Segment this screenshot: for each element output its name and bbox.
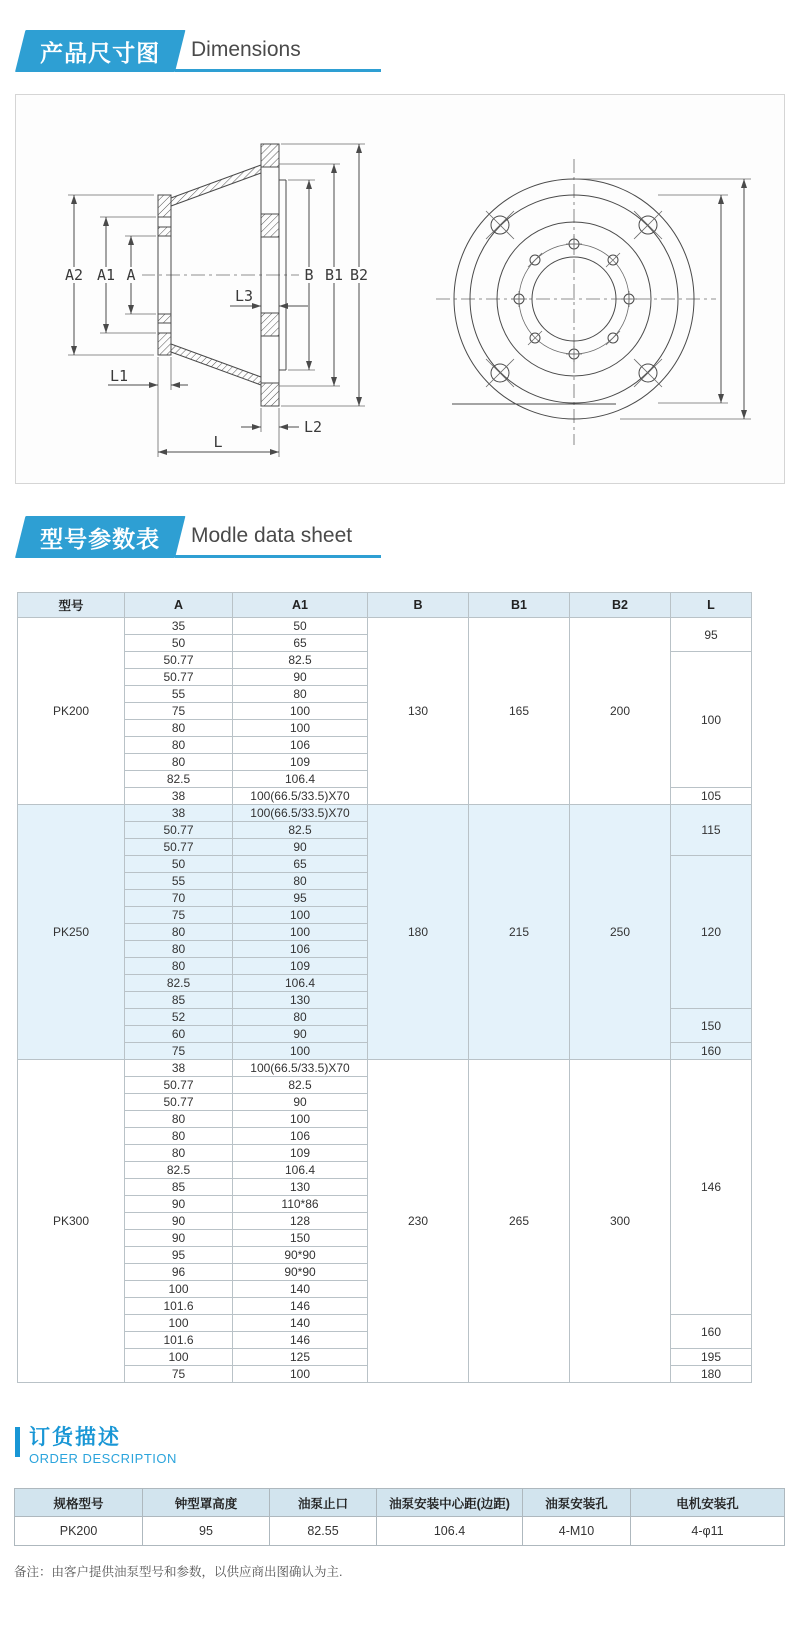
value-b: 130 (368, 618, 469, 805)
value-l: 180 (671, 1366, 752, 1383)
value-a1: 106 (233, 941, 368, 958)
order-description-table (14, 1488, 785, 1546)
order-value: 95 (143, 1517, 270, 1546)
value-a: 85 (125, 992, 233, 1009)
dim-label-a: A (126, 266, 136, 284)
table-row (18, 618, 752, 635)
column-header: A (125, 593, 233, 618)
dim-label-b2: B2 (349, 266, 369, 284)
value-b1: 265 (469, 1060, 570, 1383)
value-b2: 250 (570, 805, 671, 1060)
value-a1: 100 (233, 1043, 368, 1060)
value-a1: 106.4 (233, 1162, 368, 1179)
section-title-en: Modle data sheet (191, 523, 353, 547)
value-a: 80 (125, 1111, 233, 1128)
dim-label-b: B (304, 266, 314, 284)
value-a1: 110*86 (233, 1196, 368, 1213)
value-a: 50.77 (125, 822, 233, 839)
order-value: PK200 (15, 1517, 143, 1546)
value-a1: 80 (233, 686, 368, 703)
value-l: 100 (671, 652, 752, 788)
value-a1: 106 (233, 737, 368, 754)
value-a: 80 (125, 720, 233, 737)
section-header-order (15, 1425, 800, 1468)
column-header: B2 (570, 593, 671, 618)
value-b1: 215 (469, 805, 570, 1060)
column-header: B1 (469, 593, 570, 618)
value-a1: 150 (233, 1230, 368, 1247)
value-a1: 82.5 (233, 1077, 368, 1094)
column-header: L (671, 593, 752, 618)
value-a: 82.5 (125, 1162, 233, 1179)
value-a: 101.6 (125, 1298, 233, 1315)
value-a: 80 (125, 1128, 233, 1145)
dim-label-l1: L1 (109, 367, 129, 385)
value-a1: 140 (233, 1281, 368, 1298)
value-a: 75 (125, 907, 233, 924)
value-a: 96 (125, 1264, 233, 1281)
value-a1: 82.5 (233, 652, 368, 669)
value-a: 55 (125, 686, 233, 703)
value-a1: 80 (233, 1009, 368, 1026)
value-a1: 106.4 (233, 975, 368, 992)
value-a: 38 (125, 788, 233, 805)
value-a: 35 (125, 618, 233, 635)
bell-housing-drawing (16, 95, 784, 483)
value-a: 101.6 (125, 1332, 233, 1349)
value-a: 50.77 (125, 839, 233, 856)
value-a1: 90 (233, 839, 368, 856)
value-a: 80 (125, 1145, 233, 1162)
value-l: 195 (671, 1349, 752, 1366)
value-a1: 128 (233, 1213, 368, 1230)
column-header: B (368, 593, 469, 618)
value-a: 60 (125, 1026, 233, 1043)
order-table-header-row (15, 1489, 785, 1517)
value-a: 100 (125, 1349, 233, 1366)
value-l: 120 (671, 856, 752, 1009)
value-a1: 130 (233, 992, 368, 1009)
value-l: 160 (671, 1315, 752, 1349)
value-b: 230 (368, 1060, 469, 1383)
section-flag (15, 516, 185, 558)
value-a: 50.77 (125, 652, 233, 669)
value-a: 52 (125, 1009, 233, 1026)
value-a1: 140 (233, 1315, 368, 1332)
value-a: 80 (125, 737, 233, 754)
value-a: 75 (125, 703, 233, 720)
order-table-body (15, 1517, 785, 1546)
section-underline (175, 30, 381, 72)
order-title-en: ORDER DESCRIPTION (29, 1451, 177, 1467)
value-a1: 100 (233, 907, 368, 924)
value-a: 90 (125, 1213, 233, 1230)
dim-label-a2: A2 (64, 266, 84, 284)
value-a: 80 (125, 941, 233, 958)
dim-label-a1: A1 (96, 266, 116, 284)
column-header: 规格型号 (15, 1489, 143, 1517)
dim-label-b1: B1 (324, 266, 344, 284)
value-a1: 130 (233, 1179, 368, 1196)
column-header: 型号 (18, 593, 125, 618)
value-a1: 65 (233, 856, 368, 873)
value-a: 90 (125, 1196, 233, 1213)
column-header: 油泵安装中心距(边距) (377, 1489, 523, 1517)
value-a: 38 (125, 805, 233, 822)
value-a: 85 (125, 1179, 233, 1196)
value-a1: 125 (233, 1349, 368, 1366)
value-a1: 100 (233, 924, 368, 941)
value-l: 95 (671, 618, 752, 652)
value-a: 70 (125, 890, 233, 907)
value-l: 150 (671, 1009, 752, 1043)
value-a1: 100(66.5/33.5)X70 (233, 788, 368, 805)
value-a: 80 (125, 924, 233, 941)
value-b2: 300 (570, 1060, 671, 1383)
section-title-zh: 型号参数表 (40, 525, 161, 552)
value-l: 105 (671, 788, 752, 805)
value-a: 50.77 (125, 1094, 233, 1111)
value-a1: 100 (233, 703, 368, 720)
value-a1: 109 (233, 958, 368, 975)
column-header: A1 (233, 593, 368, 618)
value-a1: 90 (233, 669, 368, 686)
value-a: 75 (125, 1366, 233, 1383)
model-table-wrap (17, 592, 800, 1383)
value-a1: 106 (233, 1128, 368, 1145)
section-underline (175, 516, 381, 558)
model-cell: PK250 (18, 805, 125, 1060)
side-section-view (60, 144, 371, 457)
value-l: 146 (671, 1060, 752, 1315)
table-row (15, 1517, 785, 1546)
value-a1: 100 (233, 720, 368, 737)
column-header: 油泵止口 (270, 1489, 377, 1517)
model-data-table (17, 592, 752, 1383)
value-a1: 100(66.5/33.5)X70 (233, 805, 368, 822)
value-a1: 80 (233, 873, 368, 890)
value-a1: 109 (233, 1145, 368, 1162)
value-a1: 95 (233, 890, 368, 907)
model-cell: PK300 (18, 1060, 125, 1383)
value-a1: 100 (233, 1111, 368, 1128)
value-a: 50.77 (125, 1077, 233, 1094)
value-a1: 100(66.5/33.5)X70 (233, 1060, 368, 1077)
front-view (436, 159, 751, 445)
dim-label-l3: L3 (234, 287, 254, 305)
value-a: 75 (125, 1043, 233, 1060)
value-a1: 90*90 (233, 1247, 368, 1264)
footer-note: 备注：由客户提供油泵型号和参数，以供应商出图确认为主. (14, 1565, 343, 1580)
value-a: 80 (125, 958, 233, 975)
order-value: 106.4 (377, 1517, 523, 1546)
order-title-zh: 订货描述 (29, 1426, 121, 1449)
order-value: 82.55 (270, 1517, 377, 1546)
value-a1: 50 (233, 618, 368, 635)
value-a1: 90 (233, 1094, 368, 1111)
value-a1: 90*90 (233, 1264, 368, 1281)
value-a: 82.5 (125, 771, 233, 788)
value-a1: 90 (233, 1026, 368, 1043)
value-a: 80 (125, 754, 233, 771)
value-a: 38 (125, 1060, 233, 1077)
order-value: 4-M10 (523, 1517, 631, 1546)
order-value: 4-φ11 (631, 1517, 785, 1546)
value-a1: 146 (233, 1332, 368, 1349)
value-a1: 65 (233, 635, 368, 652)
value-a1: 100 (233, 1366, 368, 1383)
column-header: 油泵安装孔 (523, 1489, 631, 1517)
value-l: 115 (671, 805, 752, 856)
value-a: 95 (125, 1247, 233, 1264)
dimension-drawing-panel (15, 94, 785, 484)
value-b1: 165 (469, 618, 570, 805)
section-flag (15, 30, 185, 72)
value-a: 100 (125, 1281, 233, 1298)
value-a1: 146 (233, 1298, 368, 1315)
value-a: 100 (125, 1315, 233, 1332)
section-header-model-data (15, 516, 800, 558)
value-a1: 106.4 (233, 771, 368, 788)
dim-label-l2: L2 (303, 418, 323, 436)
model-table-body (18, 618, 752, 1383)
value-a: 50 (125, 856, 233, 873)
value-a: 50.77 (125, 669, 233, 686)
model-table-header-row (18, 593, 752, 618)
column-header: 钟型罩高度 (143, 1489, 270, 1517)
value-a1: 109 (233, 754, 368, 771)
model-table-head (18, 593, 752, 618)
value-a: 50 (125, 635, 233, 652)
table-row (18, 805, 752, 822)
value-l: 160 (671, 1043, 752, 1060)
dim-label-l: L (213, 433, 223, 451)
value-a1: 82.5 (233, 822, 368, 839)
value-b2: 200 (570, 618, 671, 805)
value-a: 55 (125, 873, 233, 890)
table-row (18, 1060, 752, 1077)
section-title-zh: 产品尺寸图 (40, 39, 161, 66)
section-title-en: Dimensions (191, 37, 301, 61)
section-header-dimensions (15, 30, 800, 72)
column-header: 电机安装孔 (631, 1489, 785, 1517)
value-a: 82.5 (125, 975, 233, 992)
order-table-head (15, 1489, 785, 1517)
value-a: 90 (125, 1230, 233, 1247)
value-b: 180 (368, 805, 469, 1060)
model-cell: PK200 (18, 618, 125, 805)
